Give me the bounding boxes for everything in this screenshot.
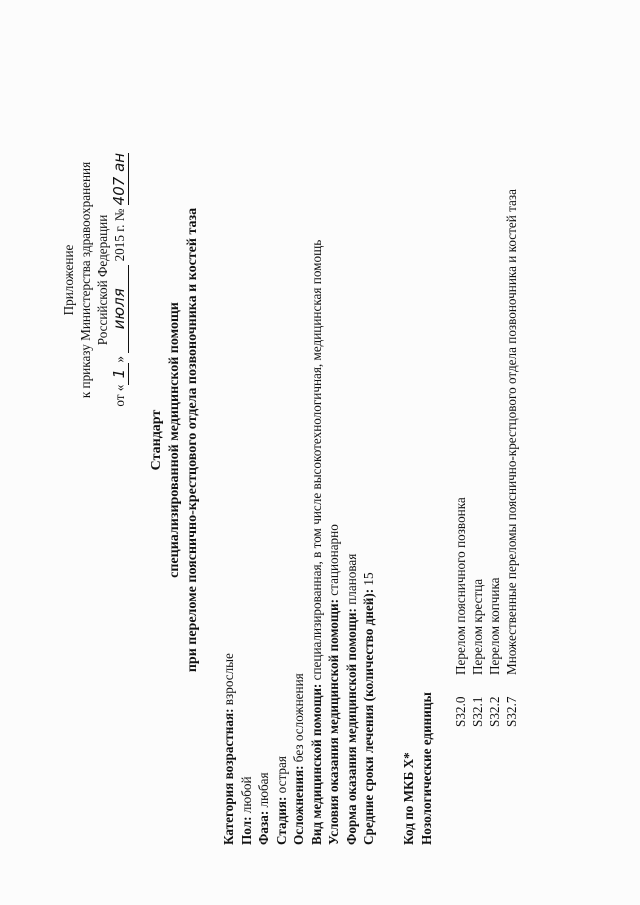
meta-label: Фаза: (256, 810, 271, 845)
meta-label: Категория возрастная: (221, 708, 236, 845)
appendix-line-2: Российской Федерации (95, 214, 110, 346)
meta-phase (255, 45, 273, 845)
code-row (486, 107, 503, 727)
meta-value: взрослые (221, 653, 236, 709)
meta-duration (360, 45, 378, 845)
code-row (503, 107, 520, 727)
date-mid: » (112, 356, 127, 363)
code-description: Перелом копчика (487, 577, 502, 675)
mkb-code: S32.1 (470, 696, 485, 727)
meta-label: Средние сроки лечения (количество дней): (361, 588, 376, 845)
meta-conditions (325, 45, 343, 845)
date-day: 1 (111, 363, 129, 385)
code-row (469, 107, 486, 727)
meta-value: острая (273, 756, 289, 797)
mkb-code: S32.0 (453, 696, 468, 727)
meta-value: любая (256, 772, 271, 811)
meta-value: без осложнения (291, 673, 306, 766)
date-year: 2015 г. № (112, 208, 127, 262)
meta-complications (290, 45, 308, 845)
order-number: 407 ан (110, 152, 128, 206)
mkb-code-label: Код по МКБ X* (401, 752, 416, 845)
appendix-block (60, 115, 128, 445)
nosology-label: Нозологические единицы (418, 692, 434, 845)
code-description: Перелом крестца (470, 578, 485, 675)
meta-stage (273, 45, 291, 845)
date-prefix: от « (112, 384, 127, 407)
standard-title (148, 145, 202, 735)
meta-label: Вид медицинской помощи: (308, 683, 324, 845)
mkb-code: S32.2 (487, 696, 502, 727)
meta-list (220, 45, 378, 845)
meta-value: любой (238, 776, 254, 817)
code-description: Перелом поясничного позвонка (453, 497, 468, 675)
meta-label: Условия оказания медицинской помощи: (326, 599, 341, 845)
meta-value: стационарно (326, 524, 341, 599)
title-line-1: Стандарт (149, 409, 164, 471)
meta-care-type (308, 45, 326, 845)
meta-sex (238, 45, 256, 845)
appendix-title: Приложение (61, 244, 76, 316)
mkb-block (400, 395, 435, 845)
code-description: Множественные переломы пояснично-крестцового отдела позвоночника и костей таза (504, 189, 519, 675)
meta-value: специализированная, в том числе высокотехнологичная, медицинская помощь (308, 239, 324, 684)
meta-label: Стадия: (273, 796, 289, 845)
appendix-date-line (111, 115, 128, 445)
title-line-2: специализированной медицинской помощи (167, 302, 182, 578)
diagnosis-code-list (452, 107, 520, 727)
appendix-line-1: к приказу Министерства здравоохранения (78, 161, 93, 399)
mkb-code: S32.7 (504, 696, 519, 727)
title-line-3: при переломе пояснично-крестцового отдела позвоночника и костей таза (185, 207, 200, 673)
code-row (452, 107, 469, 727)
meta-label: Осложнения: (291, 765, 306, 845)
meta-label: Пол: (238, 816, 254, 845)
meta-age (220, 45, 238, 845)
meta-value: плановая (343, 553, 359, 609)
meta-form (343, 45, 361, 845)
date-month: июля (111, 265, 129, 353)
meta-label: Форма оказания медицинской помощи: (343, 608, 359, 845)
meta-value: 15 (361, 572, 376, 589)
